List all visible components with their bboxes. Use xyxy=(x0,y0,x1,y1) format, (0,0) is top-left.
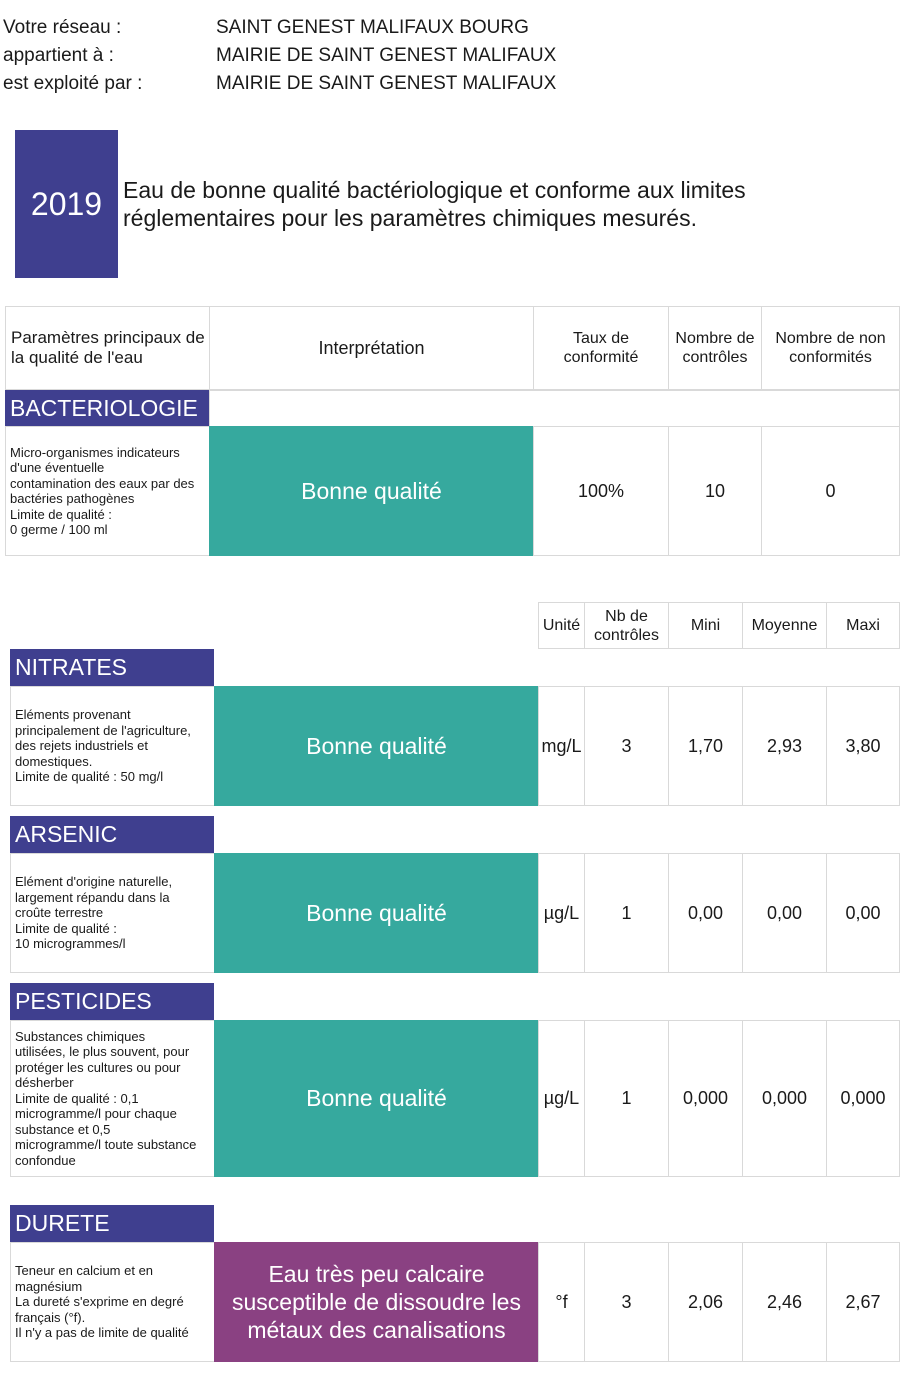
arsenic-avg: 0,00 xyxy=(742,853,827,973)
category-arsenic: ARSENIC xyxy=(10,816,214,853)
arsenic-description: Elément d'origine naturelle, largement répandu dans la croûte terrestre Limite de qualité : 10 microgrammes/l xyxy=(10,853,215,973)
nitrates-max: 3,80 xyxy=(826,686,900,806)
pesticides-avg: 0,000 xyxy=(742,1020,827,1177)
arsenic-count: 1 xyxy=(584,853,669,973)
durete-unit: °f xyxy=(538,1242,585,1362)
durete-description: Teneur en calcium et en magnésium La dureté s'exprime en degré français (°f). Il n'y a pas de limite de qualité xyxy=(10,1242,215,1362)
durete-avg: 2,46 xyxy=(742,1242,827,1362)
summary-text: Eau de bonne qualité bactériologique et conforme aux limites réglementaires pour les paramètres chimiques mesurés. xyxy=(123,177,746,231)
header-max: Maxi xyxy=(826,602,900,649)
owner-value: MAIRIE DE SAINT GENEST MALIFAUX xyxy=(216,45,557,66)
header-param: Paramètres principaux de la qualité de l'eau xyxy=(5,306,210,390)
header-count: Nombre de contrôles xyxy=(668,306,762,390)
owner-label: appartient à : xyxy=(3,45,114,66)
durete-interpretation: Eau très peu calcaire susceptible de dissoudre les métaux des canalisations xyxy=(214,1242,539,1362)
operator-label: est exploité par : xyxy=(3,73,143,94)
nitrates-description: Eléments provenant principalement de l'agriculture, des rejets industriels et domestiques. Limite de qualité : 50 mg/l xyxy=(10,686,215,806)
arsenic-max: 0,00 xyxy=(826,853,900,973)
header-nb-controles: Nb de contrôles xyxy=(584,602,669,649)
network-value: SAINT GENEST MALIFAUX BOURG xyxy=(216,17,529,38)
network-label: Votre réseau : xyxy=(3,17,122,38)
category-bacteriologie: BACTERIOLOGIE xyxy=(5,390,209,427)
arsenic-min: 0,00 xyxy=(668,853,743,973)
arsenic-interpretation: Bonne qualité xyxy=(214,853,539,973)
header-avg: Moyenne xyxy=(742,602,827,649)
bacterio-description: Micro-organismes indicateurs d'une éventuelle contamination des eaux par des bactéries pathogènes Limite de qualité : 0 germe / 100 ml xyxy=(5,426,210,556)
pesticides-min: 0,000 xyxy=(668,1020,743,1177)
durete-count: 3 xyxy=(584,1242,669,1362)
nitrates-count: 3 xyxy=(584,686,669,806)
nitrates-min: 1,70 xyxy=(668,686,743,806)
pesticides-max: 0,000 xyxy=(826,1020,900,1177)
bacterio-count: 10 xyxy=(668,426,762,556)
bacterio-nonconf: 0 xyxy=(761,426,900,556)
nitrates-avg: 2,93 xyxy=(742,686,827,806)
arsenic-unit: µg/L xyxy=(538,853,585,973)
pesticides-count: 1 xyxy=(584,1020,669,1177)
header-rate: Taux de conformité xyxy=(533,306,669,390)
durete-min: 2,06 xyxy=(668,1242,743,1362)
year-badge: 2019 xyxy=(15,130,118,278)
bacterio-interpretation: Bonne qualité xyxy=(209,426,534,556)
category-pesticides: PESTICIDES xyxy=(10,983,214,1020)
header-unit: Unité xyxy=(538,602,585,649)
header-interpretation: Interprétation xyxy=(209,306,534,390)
pesticides-interpretation: Bonne qualité xyxy=(214,1020,539,1177)
nitrates-unit: mg/L xyxy=(538,686,585,806)
operator-value: MAIRIE DE SAINT GENEST MALIFAUX xyxy=(216,73,557,94)
nitrates-interpretation: Bonne qualité xyxy=(214,686,539,806)
pesticides-description: Substances chimiques utilisées, le plus souvent, pour protéger les cultures ou pour désherber Limite de qualité : 0,1 microgramme/l pour chaque substance et 0,5 microgramme/l toute substance confondue xyxy=(10,1020,215,1177)
pesticides-unit: µg/L xyxy=(538,1020,585,1177)
header-nonconf: Nombre de non conformités xyxy=(761,306,900,390)
category-durete: DURETE xyxy=(10,1205,214,1242)
header-min: Mini xyxy=(668,602,743,649)
durete-max: 2,67 xyxy=(826,1242,900,1362)
category-spacer xyxy=(209,390,900,427)
category-nitrates: NITRATES xyxy=(10,649,214,686)
bacterio-rate: 100% xyxy=(533,426,669,556)
